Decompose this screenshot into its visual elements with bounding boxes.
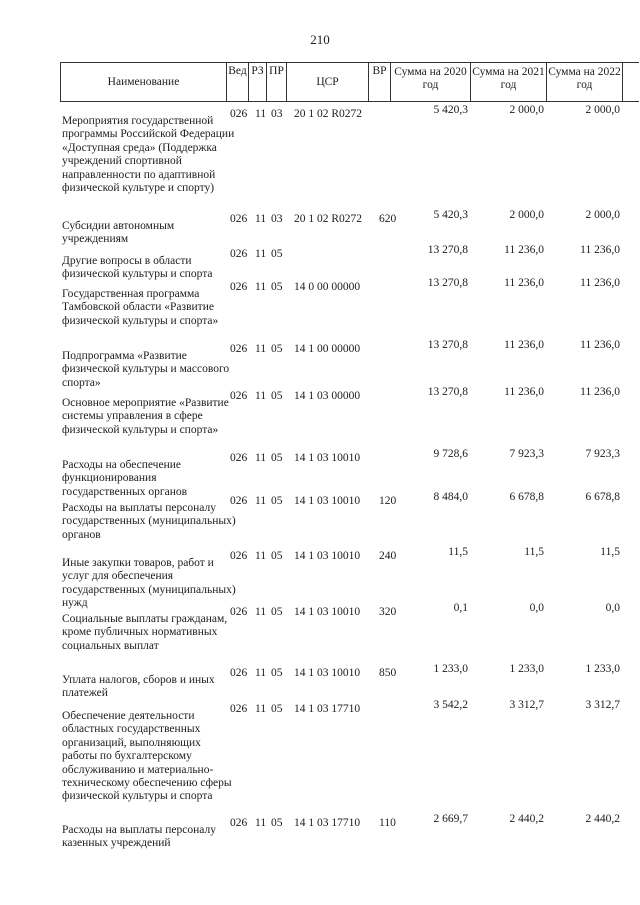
cell-vr: 240 <box>379 550 397 562</box>
cell-rz: 11 <box>255 248 267 260</box>
cell-s2020: 9 728,6 <box>433 448 468 460</box>
cell-ved: 026 <box>230 606 248 618</box>
cell-s2021: 2 000,0 <box>509 209 544 221</box>
cell-s2021: 11 236,0 <box>504 277 544 289</box>
cell-pr: 05 <box>271 606 283 618</box>
cell-csr: 14 0 00 00000 <box>294 281 361 293</box>
cell-ved: 026 <box>230 495 248 507</box>
cell-s2022: 2 000,0 <box>585 209 620 221</box>
cell-rz: 11 <box>255 281 267 293</box>
cell-csr: 14 1 03 00000 <box>294 390 361 402</box>
cell-csr: 14 1 03 10010 <box>294 495 361 507</box>
cell-rz: 11 <box>255 817 267 829</box>
page-number: 210 <box>310 32 330 47</box>
cell-ved: 026 <box>230 390 248 402</box>
cell-rz: 11 <box>255 703 267 715</box>
table-header <box>60 62 639 102</box>
header-sum-2020: Сумма на 2020 год <box>391 63 471 101</box>
cell-rz: 11 <box>255 108 267 120</box>
cell-s2020: 1 233,0 <box>433 663 468 675</box>
cell-vr: 110 <box>379 817 396 829</box>
cell-ved: 026 <box>230 550 248 562</box>
cell-ved: 026 <box>230 817 248 829</box>
cell-csr: 20 1 02 R0272 <box>294 213 363 225</box>
cell-s2021: 11,5 <box>524 546 544 558</box>
cell-name: Иные закупки товаров, работ и услуг для обеспечения государственных (муниципальных) нужд <box>62 557 236 610</box>
header-csr: ЦСР <box>287 63 369 101</box>
cell-ved: 026 <box>230 452 248 464</box>
cell-pr: 05 <box>271 452 283 464</box>
cell-vr: 850 <box>379 667 397 679</box>
cell-rz: 11 <box>255 390 267 402</box>
cell-s2021: 7 923,3 <box>509 448 544 460</box>
cell-s2021: 2 000,0 <box>509 104 544 116</box>
cell-pr: 05 <box>271 817 283 829</box>
cell-s2020: 13 270,8 <box>427 277 468 289</box>
cell-s2021: 0,0 <box>529 602 544 614</box>
header-vr: ВР <box>369 63 391 101</box>
cell-s2022: 6 678,8 <box>585 491 620 503</box>
cell-s2021: 11 236,0 <box>504 386 544 398</box>
cell-csr: 20 1 02 R0272 <box>294 108 363 120</box>
cell-name: Мероприятия государственной программы Российской Федерации «Доступная среда» (Поддержка учреждений спортивной направленности по адаптивной физической культуре и спорту) <box>62 115 235 195</box>
cell-s2020: 13 270,8 <box>427 339 468 351</box>
cell-pr: 05 <box>271 703 283 715</box>
cell-s2020: 11,5 <box>448 546 468 558</box>
cell-name: Обеспечение деятельности областных государственных организаций, выполняющих работы по бухгалтерскому обслуживанию и материально-техническому обеспечению сферы физической культуры и спорта <box>62 710 232 803</box>
cell-ved: 026 <box>230 108 248 120</box>
cell-s2021: 6 678,8 <box>509 491 544 503</box>
cell-rz: 11 <box>255 550 267 562</box>
cell-pr: 05 <box>271 248 283 260</box>
cell-pr: 05 <box>271 495 283 507</box>
cell-s2021: 11 236,0 <box>504 244 544 256</box>
cell-s2021: 2 440,2 <box>509 813 544 825</box>
cell-rz: 11 <box>255 606 267 618</box>
cell-s2020: 2 669,7 <box>433 813 468 825</box>
cell-name: Другие вопросы в области физической культуры и спорта <box>62 255 213 281</box>
cell-csr: 14 1 03 17710 <box>294 703 361 715</box>
cell-s2020: 5 420,3 <box>433 104 468 116</box>
cell-csr: 14 1 03 17710 <box>294 817 361 829</box>
cell-s2022: 11 236,0 <box>580 244 620 256</box>
cell-csr: 14 1 00 00000 <box>294 343 361 355</box>
cell-pr: 05 <box>271 550 283 562</box>
cell-s2021: 1 233,0 <box>509 663 544 675</box>
cell-s2022: 3 312,7 <box>585 699 620 711</box>
cell-s2021: 11 236,0 <box>504 339 544 351</box>
cell-s2022: 11 236,0 <box>580 277 620 289</box>
cell-s2022: 0,0 <box>605 602 620 614</box>
cell-csr: 14 1 03 10010 <box>294 667 361 679</box>
cell-pr: 05 <box>271 281 283 293</box>
cell-s2021: 3 312,7 <box>509 699 544 711</box>
cell-csr: 14 1 03 10010 <box>294 452 361 464</box>
cell-s2022: 2 440,2 <box>585 813 620 825</box>
cell-s2020: 13 270,8 <box>427 244 468 256</box>
cell-pr: 03 <box>271 108 283 120</box>
cell-name: Государственная программа Тамбовской области «Развитие физической культуры и спорта» <box>62 288 219 327</box>
cell-name: Субсидии автономным учреждениям <box>62 220 175 246</box>
cell-ved: 026 <box>230 703 248 715</box>
cell-name: Уплата налогов, сборов и иных платежей <box>62 674 215 700</box>
cell-name: Социальные выплаты гражданам, кроме публичных нормативных социальных выплат <box>62 613 228 652</box>
cell-s2022: 1 233,0 <box>585 663 620 675</box>
cell-rz: 11 <box>255 452 267 464</box>
cell-rz: 11 <box>255 495 267 507</box>
cell-ved: 026 <box>230 667 248 679</box>
header-pr: ПР <box>267 63 287 101</box>
cell-rz: 11 <box>255 343 267 355</box>
cell-vr: 320 <box>379 606 397 618</box>
header-rz: РЗ <box>249 63 267 101</box>
cell-name: Расходы на обеспечение функционирования государственных органов <box>62 459 188 498</box>
cell-pr: 05 <box>271 667 283 679</box>
cell-s2020: 0,1 <box>453 602 468 614</box>
cell-vr: 120 <box>379 495 397 507</box>
cell-pr: 05 <box>271 390 283 402</box>
cell-name: Основное мероприятие «Развитие системы управления в сфере физической культуры и спорта» <box>62 397 229 436</box>
cell-name: Расходы на выплаты персоналу государственных (муниципальных) органов <box>62 502 236 541</box>
cell-s2020: 5 420,3 <box>433 209 468 221</box>
cell-ved: 026 <box>230 281 248 293</box>
cell-ved: 026 <box>230 248 248 260</box>
cell-name: Подпрограмма «Развитие физической культуры и массового спорта» <box>62 350 230 389</box>
cell-s2020: 3 542,2 <box>433 699 468 711</box>
cell-pr: 05 <box>271 343 283 355</box>
cell-csr: 14 1 03 10010 <box>294 550 361 562</box>
header-sum-2021: Сумма на 2021 год <box>471 63 547 101</box>
cell-s2022: 11,5 <box>600 546 620 558</box>
cell-s2022: 2 000,0 <box>585 104 620 116</box>
cell-rz: 11 <box>255 213 267 225</box>
cell-pr: 03 <box>271 213 283 225</box>
cell-ved: 026 <box>230 213 248 225</box>
cell-s2020: 13 270,8 <box>427 386 468 398</box>
cell-s2020: 8 484,0 <box>433 491 468 503</box>
header-name: Наименование <box>61 63 227 101</box>
cell-rz: 11 <box>255 667 267 679</box>
header-sum-2022: Сумма на 2022 год <box>547 63 623 101</box>
cell-s2022: 7 923,3 <box>585 448 620 460</box>
cell-name: Расходы на выплаты персоналу казенных учреждений <box>62 824 216 850</box>
cell-s2022: 11 236,0 <box>580 386 620 398</box>
cell-s2022: 11 236,0 <box>580 339 620 351</box>
header-ved: Вед <box>227 63 249 101</box>
cell-csr: 14 1 03 10010 <box>294 606 361 618</box>
cell-vr: 620 <box>379 213 397 225</box>
cell-ved: 026 <box>230 343 248 355</box>
